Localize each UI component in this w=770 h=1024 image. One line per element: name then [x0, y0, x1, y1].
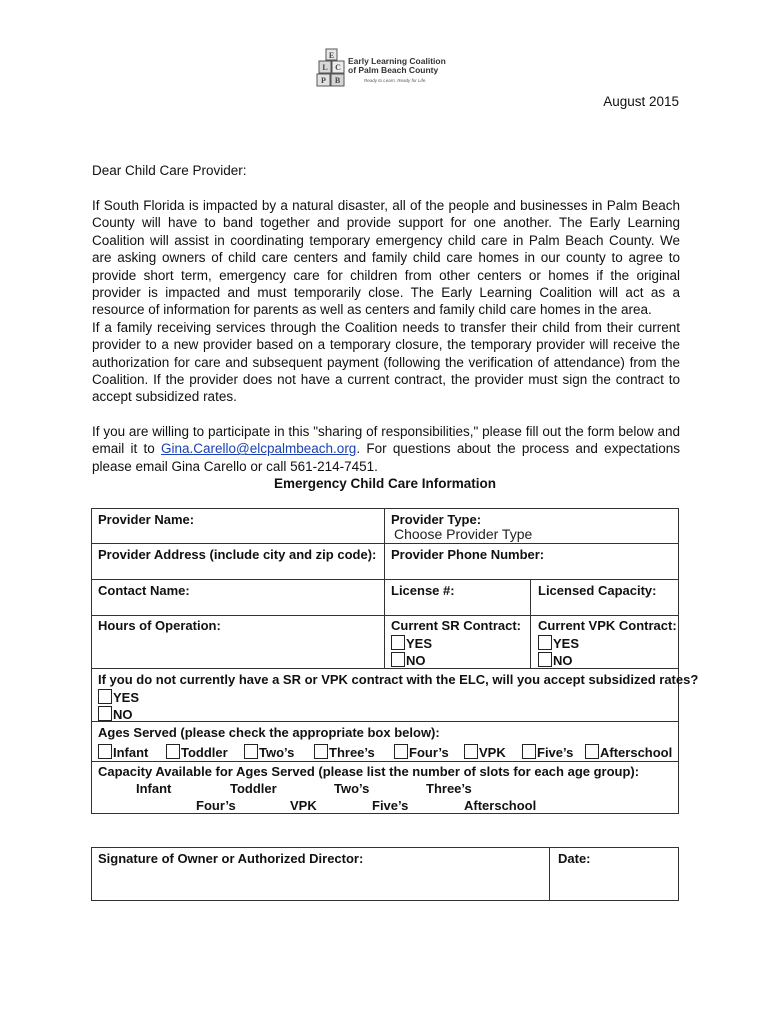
age-label: Afterschool — [600, 745, 673, 760]
age-label: Infant — [113, 745, 149, 760]
paragraph-1: If South Florida is impacted by a natural disaster, all of the people and businesses in Palm Beach County will have to band together and provide support for one another. The Early Learning Coalition will assist in coordinating temporary emergency child care in Palm Beach County. We are asking owners of child care centers and family child care homes in our county to agree to provide short term, emergency care for children from other centers or homes if the original provider is impacted and must temporarily close. The Early Learning Coalition will act as a resource of information for parents as well as centers and family child care homes in the area. — [92, 198, 680, 318]
age-label: Three’s — [329, 745, 375, 760]
checkbox[interactable] — [314, 744, 328, 759]
license-label: License #: — [391, 583, 455, 598]
capacity-twos: Two’s — [334, 781, 370, 796]
checkbox[interactable] — [166, 744, 180, 759]
vpk-yes-option[interactable] — [538, 635, 579, 651]
vpk-contract-label: Current VPK Contract: — [538, 618, 677, 633]
checkbox[interactable] — [522, 744, 536, 759]
svg-text:B: B — [334, 76, 341, 85]
form-title: Emergency Child Care Information — [273, 476, 497, 491]
checkbox[interactable] — [98, 689, 112, 704]
age-label: Five’s — [537, 745, 574, 760]
subsidized-no-option[interactable] — [98, 706, 133, 722]
option-label: NO — [113, 707, 133, 722]
paragraph-2: If a family receiving services through the Coalition needs to transfer their child from their current provider to a new provider based on a temporary closure, the temporary provider will receive the authorization for care and subsequent payment (following the verification of attendance) from the Coalition. If the provider does not have a current contract, the provider must sign the contract to accept subsidized rates. — [92, 319, 680, 405]
checkbox[interactable] — [585, 744, 599, 759]
option-label: NO — [553, 653, 573, 668]
svg-text:L: L — [322, 63, 328, 72]
checkbox[interactable] — [538, 652, 552, 667]
capacity-fives: Five’s — [372, 798, 409, 813]
capacity-toddler: Toddler — [230, 781, 277, 796]
age-option-threes[interactable] — [314, 744, 375, 760]
age-option-toddler[interactable] — [166, 744, 228, 760]
svg-text:C: C — [335, 63, 341, 72]
sr-no-option[interactable] — [391, 652, 426, 668]
licensed-capacity-label: Licensed Capacity: — [538, 583, 657, 598]
capacity-fours: Four’s — [196, 798, 236, 813]
option-label: YES — [113, 690, 140, 705]
vpk-no-option[interactable] — [538, 652, 573, 668]
option-label: YES — [406, 636, 433, 651]
capacity-vpk: VPK — [290, 798, 317, 813]
ages-served-label: Ages Served (please check the appropriate box below): — [98, 725, 440, 740]
checkbox[interactable] — [464, 744, 478, 759]
age-option-afterschool[interactable] — [585, 744, 672, 760]
svg-text:P: P — [321, 76, 326, 85]
age-label: Four’s — [409, 745, 449, 760]
provider-type-select[interactable]: Choose Provider Type — [394, 526, 533, 542]
checkbox[interactable] — [391, 635, 405, 650]
signature-date-label: Date: — [558, 851, 591, 866]
letter-date: August 2015 — [603, 94, 679, 109]
signature-label: Signature of Owner or Authorized Director: — [98, 851, 364, 866]
paragraph-3-text-end: . For questions about the process and expectations please email Gina Carello or call 561-214-7451. — [92, 441, 680, 474]
paragraph-3-text: If you are willing to participate in this "sharing of responsibilities," please fill out the form below and email it to — [92, 423, 680, 457]
age-option-twos[interactable] — [244, 744, 294, 760]
elc-logo — [316, 48, 456, 90]
provider-type-label: Provider Type: — [391, 512, 482, 527]
checkbox[interactable] — [394, 744, 408, 759]
subsidized-yes-option[interactable] — [98, 689, 139, 705]
greeting: Dear Child Care Provider: — [92, 163, 247, 178]
sr-contract-label: Current SR Contract: — [391, 618, 522, 633]
age-label: VPK — [479, 745, 506, 760]
letter-body — [92, 197, 680, 475]
provider-name-label: Provider Name: — [98, 512, 195, 527]
age-label: Two’s — [259, 745, 295, 760]
age-option-infant[interactable] — [98, 744, 148, 760]
capacity-afterschool: Afterschool — [464, 798, 537, 813]
svg-text:E: E — [328, 51, 335, 60]
age-option-vpk[interactable] — [464, 744, 506, 760]
age-option-fives[interactable] — [522, 744, 573, 760]
option-label: NO — [406, 653, 426, 668]
provider-address-label: Provider Address (include city and zip code): — [98, 547, 377, 562]
sr-yes-option[interactable] — [391, 635, 432, 651]
subsidized-question: If you do not currently have a SR or VPK contract with the ELC, will you accept subsidized rates? — [98, 672, 699, 687]
checkbox[interactable] — [98, 744, 112, 759]
provider-phone-label: Provider Phone Number: — [391, 547, 545, 562]
checkbox[interactable] — [244, 744, 258, 759]
capacity-infant: Infant — [136, 781, 172, 796]
capacity-threes: Three’s — [426, 781, 472, 796]
emergency-care-form — [91, 508, 699, 814]
checkbox[interactable] — [538, 635, 552, 650]
logo-line-2: of Palm Beach County — [348, 65, 439, 75]
paragraph-3 — [92, 423, 680, 475]
email-link[interactable]: Gina.Carello@elcpalmbeach.org — [161, 441, 357, 457]
signature-table — [91, 847, 679, 901]
age-label: Toddler — [181, 745, 228, 760]
hours-label: Hours of Operation: — [98, 618, 221, 633]
checkbox[interactable] — [98, 706, 112, 721]
checkbox[interactable] — [391, 652, 405, 667]
alphabet-blocks-icon — [316, 48, 348, 88]
option-label: YES — [553, 636, 580, 651]
logo-line-1: Early Learning Coalition — [348, 56, 446, 66]
logo-wordmark — [348, 57, 446, 75]
logo-tagline: Ready to Learn. Ready for Life. — [364, 78, 427, 83]
capacity-available-label: Capacity Available for Ages Served (please list the number of slots for each age group): — [98, 764, 640, 779]
age-option-fours[interactable] — [394, 744, 449, 760]
contact-name-label: Contact Name: — [98, 583, 190, 598]
